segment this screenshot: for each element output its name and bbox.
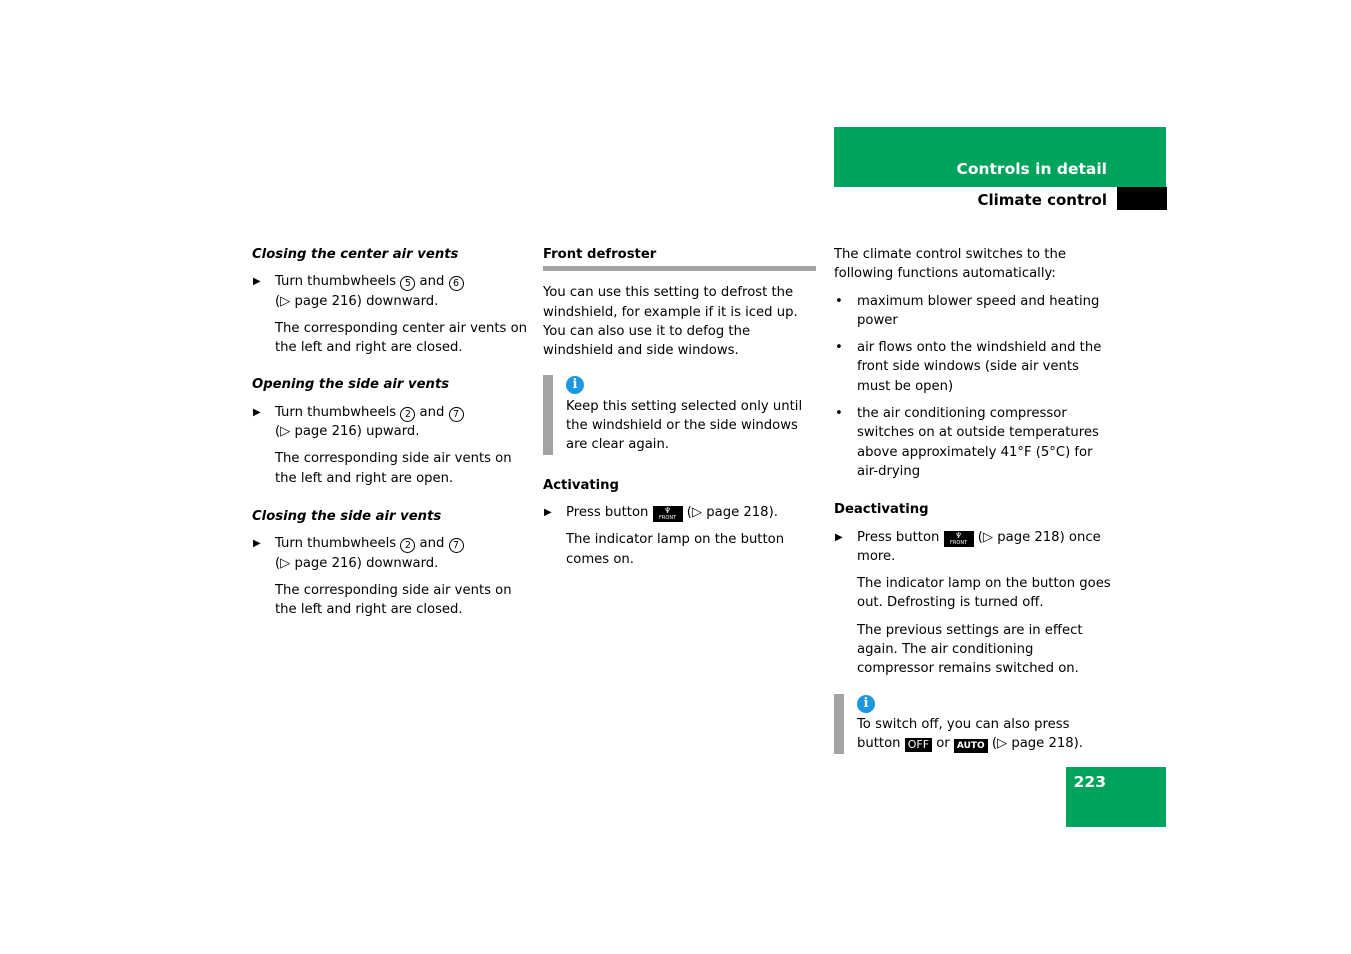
step-press-front-button: ▶ Press button ♆ FRONT (▷ page 218).: [544, 504, 778, 521]
column-middle: [543, 245, 817, 569]
info-icon: i: [857, 695, 875, 713]
thumbwheel-number: 7: [449, 538, 464, 553]
step-press-front-button-again: ▶ Press button ♆ FRONT (▷ page 218) once more.: [835, 529, 1101, 564]
step-close-side-vents: ▶ Turn thumbwheels 2 and 7 (▷ page 216) downward.: [252, 534, 527, 573]
list-item: • maximum blower speed and heating power: [835, 293, 1100, 328]
thumbwheel-number: 6: [449, 276, 464, 291]
list-item: • the air conditioning compressor switches on at outside temperatures above approximately 41°F (5°C) for air-drying: [835, 406, 1099, 479]
result-text: The corresponding center air vents on the left and right are closed.: [275, 320, 528, 356]
result-text: The corresponding side air vents on the left and right are closed.: [275, 582, 512, 618]
result-text: The previous settings are in effect again. The air conditioning compressor remains switched on.: [857, 622, 1083, 677]
subsection-title: Climate control: [977, 191, 1107, 209]
heading-activating: Activating: [543, 477, 619, 493]
heading-opening-side-vents: Opening the side air vents: [252, 377, 450, 393]
column-left: [252, 245, 527, 619]
thumbwheel-number: 5: [400, 276, 415, 291]
page-number: 223: [1073, 773, 1106, 791]
step-arrow-icon: ▶: [253, 406, 261, 418]
step-arrow-icon: ▶: [253, 538, 261, 550]
intro-text: You can use this setting to defrost the windshield, for example if it is iced up. You can also use it to defog the windshield and side windows.: [543, 285, 798, 359]
front-defrost-button-icon: ♆ FRONT: [653, 506, 683, 522]
heading-closing-center-vents: Closing the center air vents: [252, 247, 459, 262]
thumbwheel-number: 7: [449, 407, 464, 422]
result-text: The corresponding side air vents on the left and right are open.: [275, 451, 512, 486]
header-tab-marker: [1117, 187, 1167, 210]
step-arrow-icon: ▶: [544, 506, 552, 518]
info-bar: [543, 375, 553, 454]
front-defrost-button-icon: ♆ FRONT: [944, 531, 974, 547]
list-item: • air flows onto the windshield and the front side windows (side air vents must be open): [835, 340, 1102, 394]
heading-rule: [543, 266, 816, 271]
step-open-side-vents: ▶ Turn thumbwheels 2 and 7 (▷ page 216) upward.: [252, 403, 527, 442]
auto-button-icon: AUTO: [954, 739, 988, 753]
heading-deactivating: Deactivating: [834, 502, 929, 518]
column-right: [834, 245, 1114, 754]
info-bar: [834, 694, 844, 754]
result-text: The indicator lamp on the button goes out. Defrosting is turned off.: [857, 576, 1111, 611]
section-title: Controls in detail: [956, 160, 1107, 178]
info-icon: i: [566, 376, 584, 394]
thumbwheel-number: 2: [400, 538, 415, 553]
info-note: i Keep this setting selected only until the windshield or the side windows are clear again.: [543, 375, 817, 454]
heading-closing-side-vents: Closing the side air vents: [252, 508, 442, 524]
step-arrow-icon: ▶: [253, 276, 261, 288]
result-text: The indicator lamp on the button comes on.: [566, 532, 785, 567]
heading-front-defroster: Front defroster: [543, 247, 657, 262]
off-button-icon: OFF: [905, 738, 932, 752]
step-arrow-icon: ▶: [835, 531, 843, 543]
intro-text: The climate control switches to the following functions automatically:: [834, 247, 1066, 282]
info-note: i To switch off, you can also press button OFF or AUTO (▷ page 218).: [834, 694, 1114, 754]
thumbwheel-number: 2: [400, 407, 415, 422]
step-close-center-vents: ▶ Turn thumbwheels 5 and 6 (▷ page 216) downward.: [252, 272, 527, 311]
